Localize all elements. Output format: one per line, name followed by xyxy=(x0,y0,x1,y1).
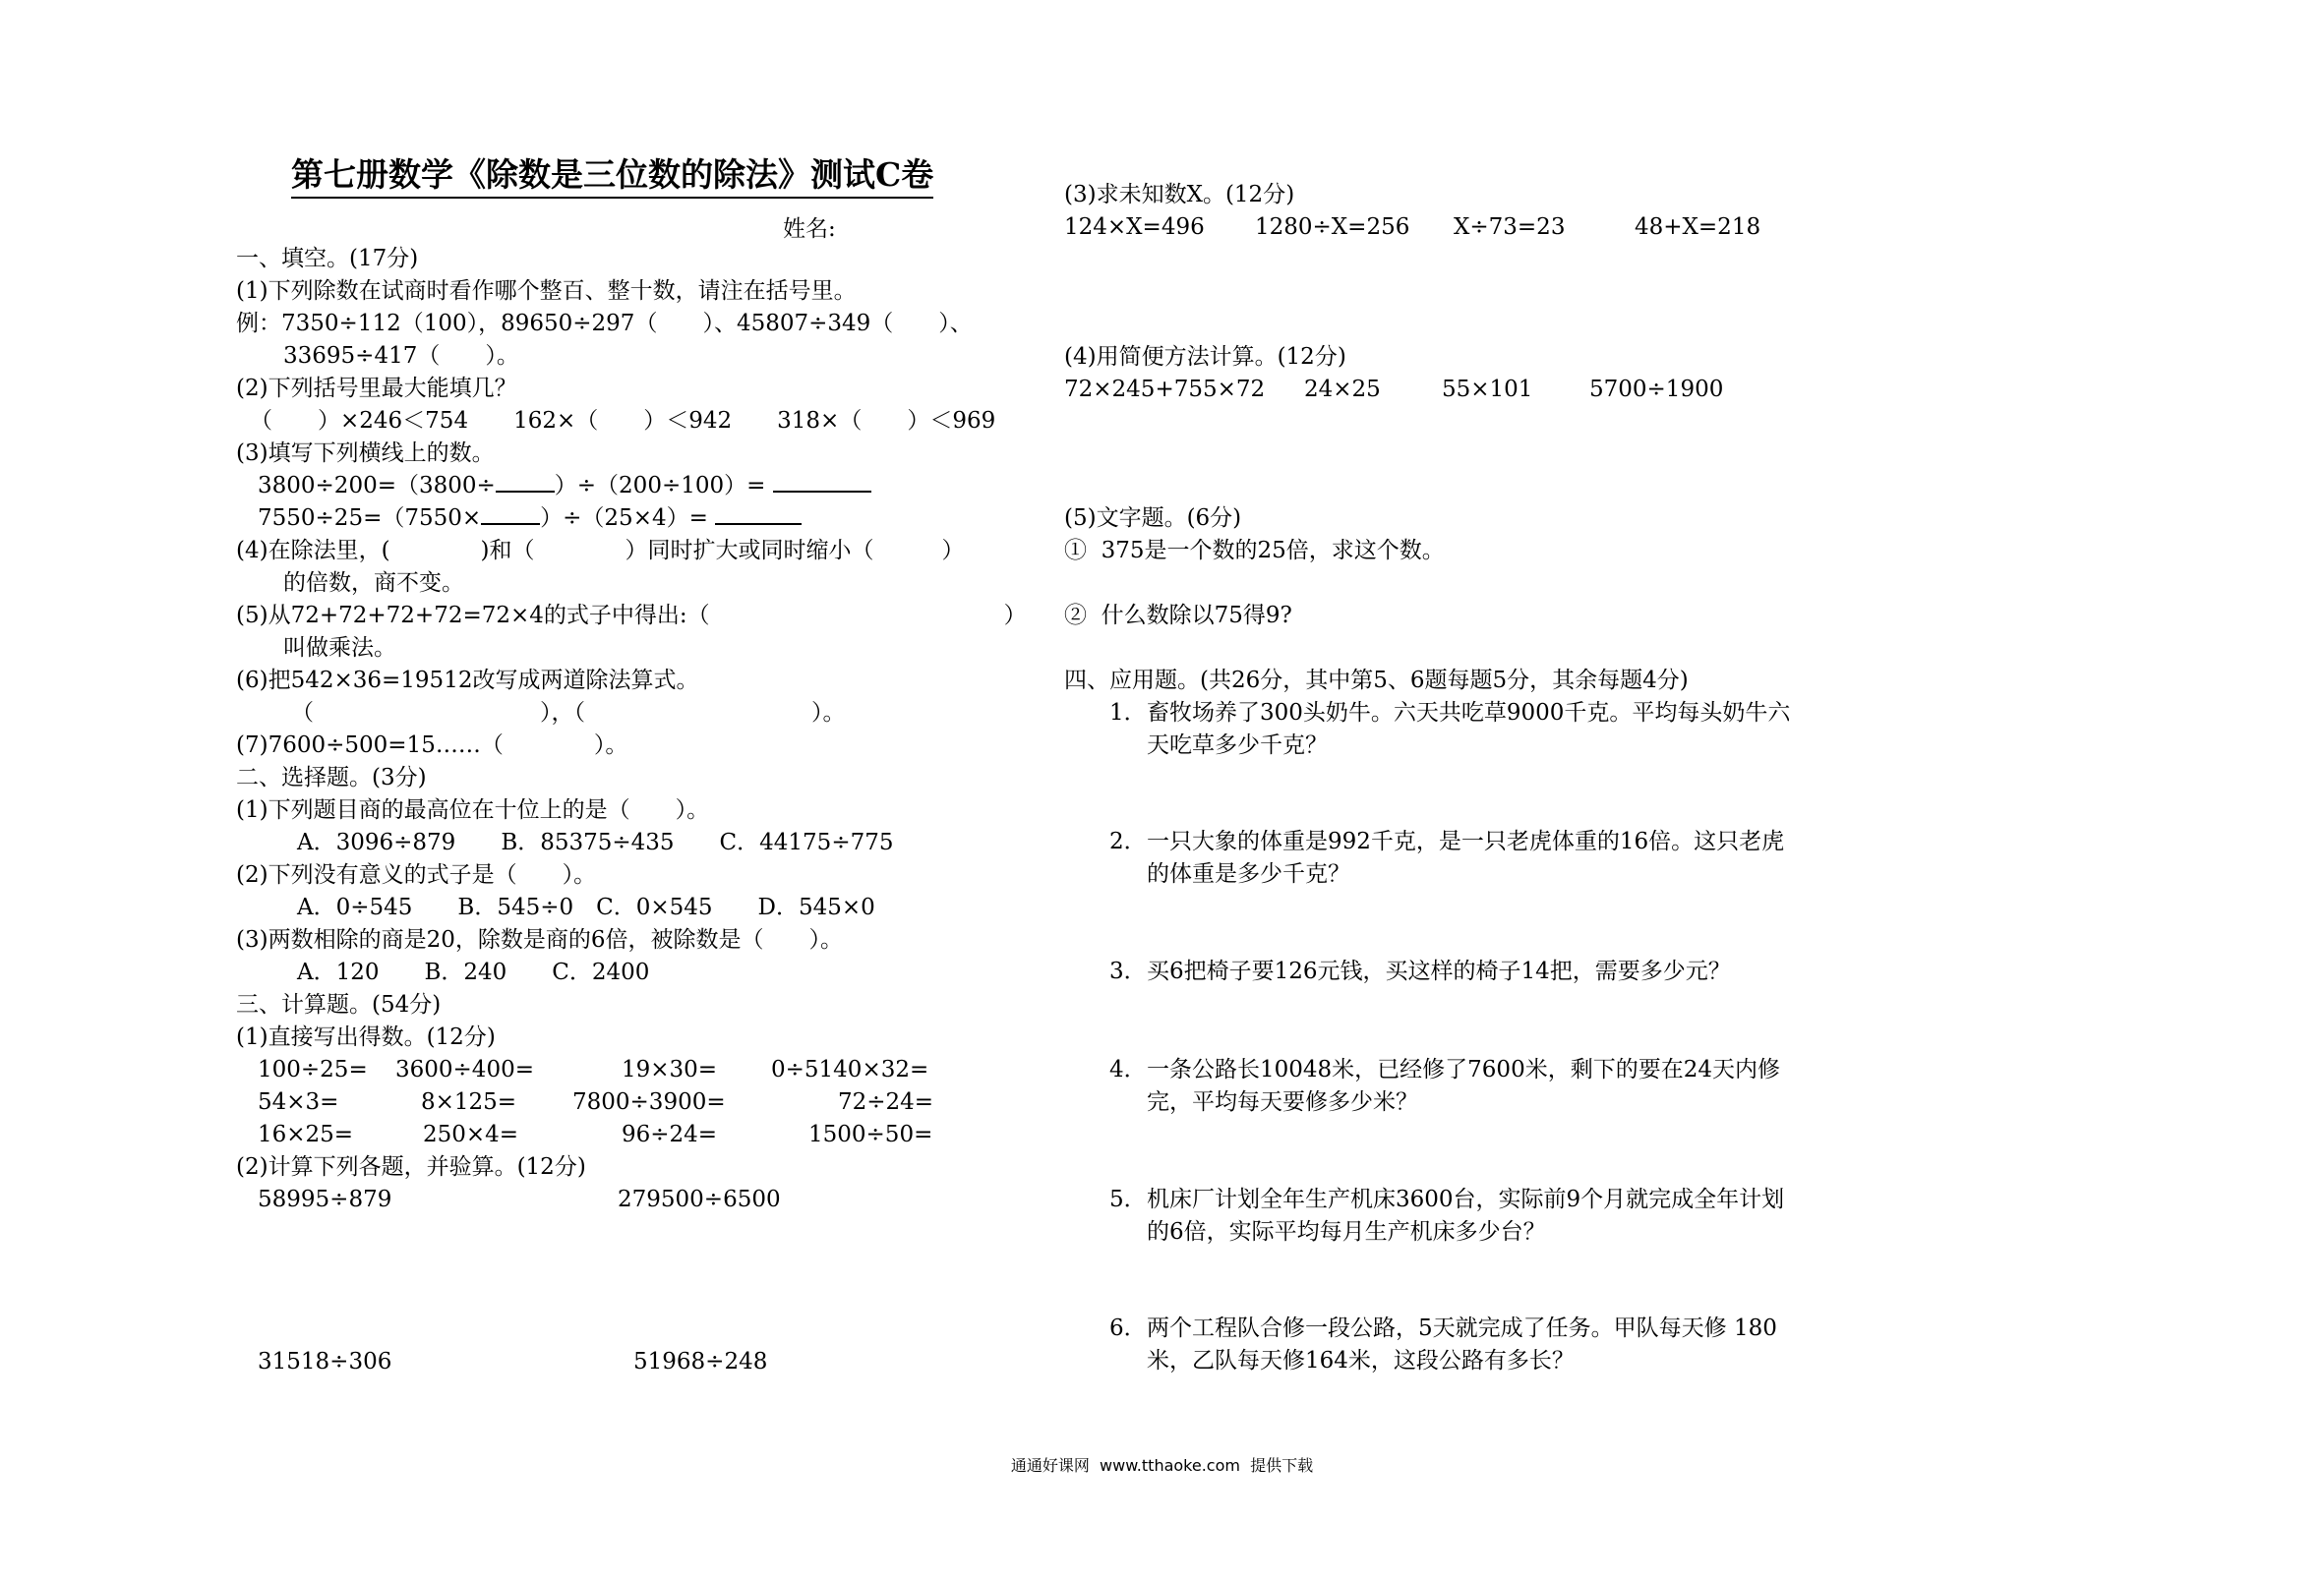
part2-q2-options: A．0÷545 B．545÷0 C．0×545 D．545×0 xyxy=(297,895,875,920)
problem-number: 4． xyxy=(1109,1057,1147,1082)
problem-number: 5． xyxy=(1109,1187,1147,1212)
problem-line: 完，平均每天要修多少米？ xyxy=(1147,1089,1418,1115)
unknown-x-item: 124×X=496 xyxy=(1064,214,1205,240)
part3-q4-text: (4)用简便方法计算。(12分) xyxy=(1064,344,1346,370)
part2-q3-options: A．120 B．240 C．2400 xyxy=(297,960,650,985)
problem-line: 一条公路长10048米，已经修了7600米，剩下的要在24天内修 xyxy=(1147,1057,1780,1082)
problem-line: 米，乙队每天修164米，这段公路有多长？ xyxy=(1147,1348,1575,1374)
calc-verify-item: 51968÷248 xyxy=(633,1349,768,1374)
name-label: 姓名: xyxy=(783,216,836,242)
unknown-x-item: X÷73=23 xyxy=(1454,214,1566,240)
part3-q5-text: (5)文字题。(6分) xyxy=(1064,505,1242,531)
part2-q3-text: (3)两数相除的商是20，除数是商的6倍，被除数是（ ）。 xyxy=(236,927,843,953)
answer-blank[interactable] xyxy=(481,522,540,525)
part1-q3-row1-a: 3800÷200=（3800÷ xyxy=(258,473,496,498)
part1-q1-line2: 33695÷417（ ）。 xyxy=(283,343,519,369)
problem-line: 买6把椅子要126元钱，买这样的椅子14把，需要多少元？ xyxy=(1147,959,1731,984)
part1-heading: 一、填空。(17分) xyxy=(236,246,419,271)
problem-line: 两个工程队合修一段公路，5天就完成了任务。甲队每天修 180 xyxy=(1147,1316,1777,1341)
calc-item: 72÷24= xyxy=(838,1089,934,1115)
part1-q3-text: (3)填写下列横线上的数。 xyxy=(236,440,495,466)
part1-q2-line1: （ ）×246＜754 162×（ ）＜942 318×（ ）＜969 xyxy=(250,408,996,434)
part3-q1-text: (1)直接写出得数。(12分) xyxy=(236,1024,496,1050)
part1-q5-line2: 叫做乘法。 xyxy=(283,635,396,661)
calc-item: 250×4= xyxy=(423,1122,519,1147)
simple-calc-item: 5700÷1900 xyxy=(1589,377,1724,402)
answer-blank[interactable] xyxy=(496,490,555,493)
calc-item: 0÷5140×32= xyxy=(771,1057,929,1082)
word-problem-item: ② 什么数除以75得9? xyxy=(1064,603,1292,628)
part1-q7-line1: (7)7600÷500=15……（ ）。 xyxy=(236,732,628,758)
problem-line: 机床厂计划全年生产机床3600台，实际前9个月就完成全年计划 xyxy=(1147,1187,1785,1212)
part3-heading: 三、计算题。(54分) xyxy=(236,992,442,1018)
problem-line: 的体重是多少千克？ xyxy=(1147,861,1350,887)
calc-verify-item: 31518÷306 xyxy=(258,1349,392,1374)
part1-q3-row1-b: ）÷（200÷100）= xyxy=(554,473,766,498)
unknown-x-item: 1280÷X=256 xyxy=(1255,214,1410,240)
simple-calc-item: 24×25 xyxy=(1304,377,1381,402)
part1-q3-row2 xyxy=(258,505,802,531)
calc-item: 19×30= xyxy=(622,1057,718,1082)
part1-q3-row2-a: 7550÷25=（7550× xyxy=(258,505,482,531)
problem-line: 一只大象的体重是992千克，是一只老虎体重的16倍。这只老虎 xyxy=(1147,829,1785,854)
word-problem-item: ① 375是一个数的25倍，求这个数。 xyxy=(1064,538,1445,563)
calc-item: 3600÷400= xyxy=(395,1057,534,1082)
part1-q1-text: (1)下列除数在试商时看作哪个整百、整十数，请注在括号里。 xyxy=(236,278,857,304)
unknown-x-item: 48+X=218 xyxy=(1635,214,1761,240)
answer-blank[interactable] xyxy=(773,490,871,493)
problem-line: 的6倍，实际平均每月生产机床多少台？ xyxy=(1147,1219,1546,1245)
problem-line: 畜牧场养了300头奶牛。六天共吃草9000千克。平均每头奶牛六 xyxy=(1147,700,1791,726)
calc-item: 54×3= xyxy=(258,1089,339,1115)
part3-q3-text: (3)求未知数X。(12分) xyxy=(1064,182,1295,207)
calc-verify-item: 58995÷879 xyxy=(258,1187,392,1212)
part2-q1-text: (1)下列题目商的最高位在十位上的是（ ）。 xyxy=(236,797,710,823)
footer-credit: 通通好课网 www.tthaoke.com 提供下载 xyxy=(1010,1456,1314,1475)
part1-q2-text: (2)下列括号里最大能填几？ xyxy=(236,376,517,401)
calc-item: 16×25= xyxy=(258,1122,354,1147)
calc-item: 7800÷3900= xyxy=(572,1089,726,1115)
calc-item: 96÷24= xyxy=(622,1122,718,1147)
calc-item: 1500÷50= xyxy=(808,1122,933,1147)
page-title: 第七册数学《除数是三位数的除法》测试C卷 xyxy=(291,155,933,199)
part1-q4-line1: (4)在除法里，( )和（ ）同时扩大或同时缩小（ ） xyxy=(236,538,965,563)
simple-calc-item: 55×101 xyxy=(1442,377,1533,402)
problem-number: 1． xyxy=(1109,700,1147,726)
part2-heading: 二、选择题。(3分) xyxy=(236,765,427,790)
problem-line: 天吃草多少千克？ xyxy=(1147,732,1328,758)
part1-q4-line2: 的倍数，商不变。 xyxy=(283,570,464,596)
part1-q6-line2: （ ），（ ）。 xyxy=(291,700,846,726)
part1-q1-line1: 例：7350÷112（100），89650÷297（ ）、45807÷349（ ）、 xyxy=(236,311,973,336)
part2-q2-text: (2)下列没有意义的式子是（ ）。 xyxy=(236,862,597,888)
part3-q2-text: (2)计算下列各题，并验算。(12分) xyxy=(236,1154,586,1180)
part1-q3-row1 xyxy=(258,473,871,498)
problem-number: 3． xyxy=(1109,959,1147,984)
simple-calc-item: 72×245+755×72 xyxy=(1064,377,1266,402)
calc-item: 8×125= xyxy=(421,1089,517,1115)
part1-q6-line1: (6)把542×36=19512改写成两道除法算式。 xyxy=(236,668,699,693)
part2-q1-options: A．3096÷879 B．85375÷435 C．44175÷775 xyxy=(297,830,894,855)
problem-number: 2． xyxy=(1109,829,1147,854)
calc-item: 100÷25= xyxy=(258,1057,368,1082)
calc-verify-item: 279500÷6500 xyxy=(618,1187,781,1212)
part4-heading: 四、应用题。(共26分，其中第5、6题每题5分，其余每题4分) xyxy=(1064,668,1689,693)
answer-blank[interactable] xyxy=(715,522,802,525)
problem-number: 6． xyxy=(1109,1316,1147,1341)
part1-q3-row2-b: ）÷（25×4）= xyxy=(540,505,708,531)
part1-q5-line1: (5)从72+72+72+72=72×4的式子中得出:（ ） xyxy=(236,603,1027,628)
